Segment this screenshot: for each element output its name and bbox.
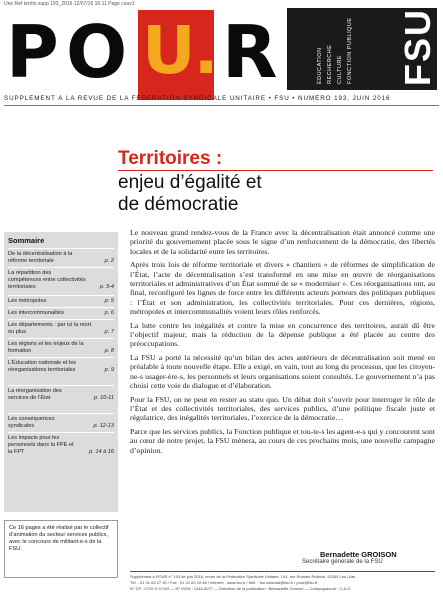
masthead-letter-r: R xyxy=(222,10,276,94)
title-red: Territoires : xyxy=(118,148,223,169)
signature-name: Bernadette GROISON xyxy=(320,550,397,559)
fsu-logo: FSU xyxy=(397,8,438,86)
fsu-banner-line: FONCTION PUBLIQUE xyxy=(347,17,353,84)
toc-item-page: p. 6 xyxy=(104,310,114,316)
toc-item[interactable] xyxy=(8,385,114,402)
toc-item-text: Les intercommunalités xyxy=(8,310,64,316)
masthead-letter-o: O xyxy=(66,10,126,94)
toc-item-text: Les métropoles xyxy=(8,298,47,304)
title-line-3: de démocratie xyxy=(118,194,239,215)
toc-item-text: Les départements : par ici la mort ou plus xyxy=(8,322,92,335)
toc-item-text: La réorganisation des services de l’État xyxy=(8,388,62,401)
toc-item[interactable] xyxy=(8,338,114,355)
masthead xyxy=(4,8,439,94)
footer-line: N° CP : 0720 S 07429 — N° ISSN : 1246-0077 — Directeur de la publication : Bernadette Groison — Compogravure : C.A.G. xyxy=(130,586,352,591)
masthead-letter-p: P xyxy=(6,10,57,94)
title-line-2: enjeu d’égalité et xyxy=(118,172,262,193)
fsu-banner-line: ÉDUCATION xyxy=(317,47,323,84)
toc-item[interactable] xyxy=(8,267,114,291)
masthead-letter-u: U. xyxy=(142,12,217,89)
sommaire-box xyxy=(4,232,118,512)
toc-item-page: p. 2 xyxy=(104,258,114,264)
signature-role: Secrétaire générale de la FSU xyxy=(302,559,383,565)
article-paragraph: Après trois lois de réforme territoriale et divers « chantiers » de réformes de simplification de l’État, l’acte de décentralisation s’est transformé en une mise en œuvre de réorganisations territoriales et administratives d’un État sommé de se « moderniser ». Ces réorganisations ont, au final, reconfiguré les lignes de force entre les différents acteurs porteurs des politiques publiques : l’État et son administration, les collectivités territoriales. Pour ces dernières, régions, métropoles et intercommunalités voient leurs rôles renforcés. xyxy=(130,260,435,317)
toc-item[interactable] xyxy=(8,319,114,336)
sommaire-heading: Sommaire xyxy=(8,236,45,245)
toc-item-page: p. 10-11 xyxy=(93,395,114,401)
footer-rule xyxy=(130,571,435,572)
toc-item[interactable] xyxy=(8,413,114,430)
article-paragraph: Parce que les services publics, la Fonction publique et tou-te-s les agent-e-s qui y concourent sont au cœur de notre projet, la FSU mènera, au cours de ces prochains mois, une nouvelle campagne d’opinion. xyxy=(130,426,435,455)
supplement-line: SUPPLÉMENT À LA REVUE DE LA FÉDÉRATION SYNDICALE UNITAIRE • FSU • NUMÉRO 193, JUIN 2016 xyxy=(4,95,439,106)
toc-item-text: L’Éducation nationale et les réorganisations territoriales xyxy=(8,360,77,373)
proof-line: Une Ref territo supp 193_2016 12/07/16 16:11 Page couv1 xyxy=(4,1,135,7)
toc-item[interactable] xyxy=(8,248,114,265)
article-paragraph: Le nouveau grand rendez-vous de la France avec la décentralisation était annoncé comme une priorité du gouvernement placée sous le signe d’un renforcement de la démocratie, des libertés locales et de la solidarité entre les territoires. xyxy=(130,228,435,256)
editorial-article xyxy=(130,228,435,459)
toc-item-text: La répartition des compétences entre collectivités territoriales xyxy=(8,270,86,290)
toc-item[interactable] xyxy=(8,295,114,305)
fsu-banner-line: RECHERCHE xyxy=(327,44,333,84)
toc-item-text: Les régions et les enjeux de la formation xyxy=(8,341,84,354)
toc-item[interactable] xyxy=(8,432,114,456)
footer-line: Supplément à POUR n° 193 de juin 2016, revue de la Fédération Syndicale Unitaire, 104, rue Romain Rolland, 93260 Les Lilas xyxy=(130,574,356,579)
toc-item-text: De la décentralisation à la réforme territoriale xyxy=(8,251,73,264)
toc-item-page: p. 3-4 xyxy=(99,284,114,290)
toc-item[interactable] xyxy=(8,357,114,374)
toc-item-text: Les impacts pour les personnels dans la FPE et la FPT xyxy=(8,435,74,455)
note-box: Ce 16 pages a été réalisé par le collectif d’animation du secteur services publics, avec le concours de militant-e-s de la FSU. xyxy=(4,520,118,578)
title-rule xyxy=(118,170,433,171)
toc-item-page: p. 7 xyxy=(104,329,114,335)
toc-item-text: Les conséquences syndicales xyxy=(8,416,55,429)
article-paragraph: Pour la FSU, on ne peut en rester au statu quo. Un débat doit s’ouvrir pour interroger le rôle de l’État et des collectivités territoriales, des services publics, d’une politique fiscale juste et régulatrice, des inégalités territoriales, l’exercice de la démocratie… xyxy=(130,394,435,423)
article-paragraph: La FSU a porté la nécessité qu’un bilan des actes antérieurs de décentralisation soit mené en préalable à toute nouvelle étape. Elle a exigé, en vain, tout au long du processus, que les citoyen-ne-s usager-ère-s, les personnels et leurs organisations soient consultés. Le gouvernement n’a pas choisi cette voie de dialogue et d’élaboration. xyxy=(130,352,435,391)
toc-item-page: p. 8 xyxy=(104,348,114,354)
toc-item-page: p. 9 xyxy=(104,367,114,373)
footer-line: Tél. : 01 41 63 27 30 / Fax : 01 41 63 15 48 / Internet : www.fsu.fr / Mél. : fsu.national@fsu.fr / pour@fsu.fr xyxy=(130,580,318,585)
toc-item-page: p. 12-13 xyxy=(93,423,114,429)
toc-item-page: p. 5 xyxy=(104,298,114,304)
fsu-banner xyxy=(287,8,437,90)
fsu-banner-line: CULTURE xyxy=(337,54,343,84)
toc-item-page: p. 14 à 16 xyxy=(89,449,114,455)
article-paragraph: La lutte contre les inégalités et contre la mise en concurrence des territoires, aurait dû être l’objectif majeur, mais la réduction de la dépense publique a été placée au centre des préoccupations. xyxy=(130,320,435,349)
toc-item[interactable] xyxy=(8,307,114,317)
